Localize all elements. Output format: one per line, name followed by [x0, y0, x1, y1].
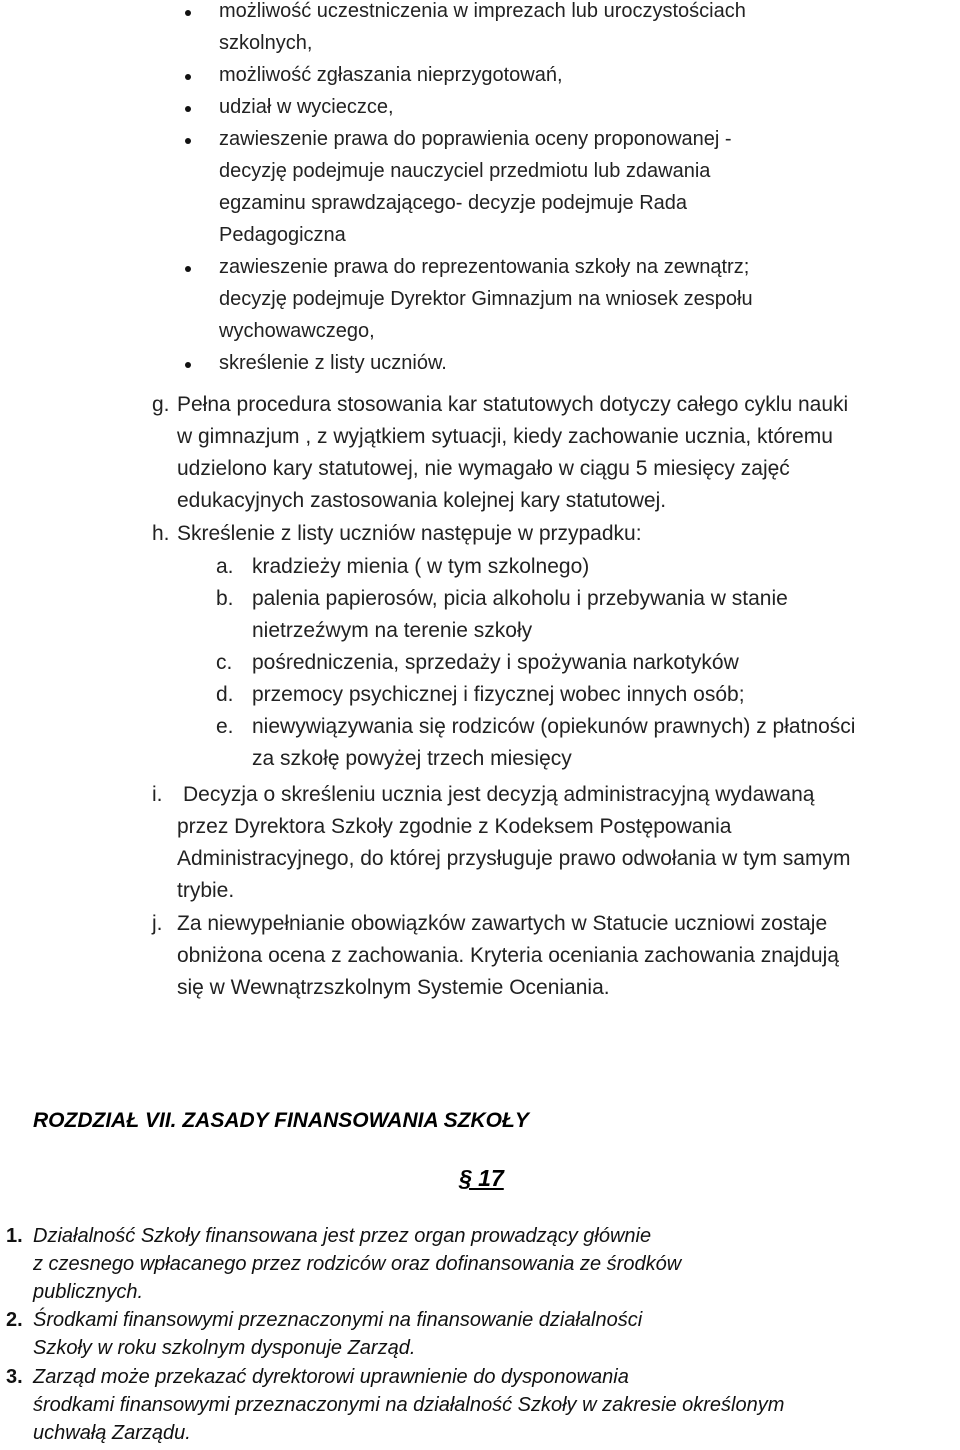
numbered-line: uchwałą Zarządu. — [33, 1422, 191, 1444]
item_h-line: Skreślenie z listy uczniów następuje w przypadku: — [177, 522, 642, 545]
bullet-dot-icon — [185, 10, 191, 16]
numbered-line: środkami finansowymi przeznaczonymi na działalność Szkoły w zakresie określonym — [33, 1394, 785, 1416]
sub-item-marker: a. — [216, 555, 234, 578]
item_j-line: obniżona ocena z zachowania. Kryteria oceniania zachowania znajdują — [177, 944, 839, 967]
sub-item-marker: c. — [216, 651, 233, 674]
numbered-line: publicznych. — [33, 1281, 144, 1303]
sub-item-line: palenia papierosów, picia alkoholu i przebywania w stanie — [252, 587, 788, 610]
numbered-line: Działalność Szkoły finansowana jest przez organ prowadzący głównie — [33, 1225, 652, 1247]
item_h-marker: h. — [152, 522, 170, 545]
item_i-line: Administracyjnego, do której przysługuje prawo odwołania w tym samym — [177, 847, 851, 870]
sub-item-line: kradzieży mienia ( w tym szkolnego) — [252, 555, 590, 578]
sub-item-line: niewywiązywania się rodziców (opiekunów prawnych) z płatności — [252, 715, 856, 738]
item_i-line: przez Dyrektora Szkoły zgodnie z Kodeksem Postępowania — [177, 815, 732, 838]
sub-item-line: za szkołę powyżej trzech miesięcy — [252, 747, 572, 770]
bullet-dot-icon — [185, 362, 191, 368]
numbered-line: Szkoły w roku szkolnym dysponuje Zarząd. — [33, 1337, 416, 1359]
item_i-line: Decyzja o skreśleniu ucznia jest decyzją administracyjną wydawaną — [183, 783, 815, 806]
item_g-marker: g. — [152, 393, 170, 416]
item_j-line: się w Wewnątrzszkolnym Systemie Oceniania. — [177, 976, 610, 999]
sub-item-line: przemocy psychicznej i fizycznej wobec innych osób; — [252, 683, 745, 706]
item_g-line: w gimnazjum , z wyjątkiem sytuacji, kiedy zachowanie ucznia, któremu — [177, 425, 833, 448]
bullet-dot-icon — [185, 266, 191, 272]
bullet-line: wychowawczego, — [219, 320, 375, 342]
sub-item-marker: b. — [216, 587, 234, 610]
item_g-line: edukacyjnych zastosowania kolejnej kary statutowej. — [177, 489, 667, 512]
bullet-line: udział w wycieczce, — [219, 96, 394, 118]
numbered-line: z czesnego wpłacanego przez rodziców oraz dofinansowania ze środków — [33, 1253, 682, 1275]
sub-item-marker: d. — [216, 683, 234, 706]
chapter-heading: ROZDZIAŁ VII. ZASADY FINANSOWANIA SZKOŁY — [33, 1109, 529, 1132]
numbered-line: Zarząd może przekazać dyrektorowi uprawnienie do dysponowania — [33, 1366, 629, 1388]
item_j-marker: j. — [152, 912, 163, 935]
item_i-line: trybie. — [177, 879, 235, 902]
bullet-line: decyzję podejmuje Dyrektor Gimnazjum na wniosek zespołu — [219, 288, 753, 310]
item_g-line: Pełna procedura stosowania kar statutowych dotyczy całego cyklu nauki — [177, 393, 849, 416]
bullet-dot-icon — [185, 74, 191, 80]
bullet-line: skreślenie z listy uczniów. — [219, 352, 447, 374]
bullet-line: możliwość uczestniczenia w imprezach lub uroczystościach — [219, 0, 746, 22]
sub-item-line: pośredniczenia, sprzedaży i spożywania narkotyków — [252, 651, 739, 674]
bullet-line: zawieszenie prawa do poprawienia oceny proponowanej - — [219, 128, 732, 150]
paragraph-mark: § 17 — [459, 1165, 504, 1191]
bullet-dot-icon — [185, 138, 191, 144]
bullet-line: decyzję podejmuje nauczyciel przedmiotu lub zdawania — [219, 160, 711, 182]
sub-item-line: nietrzeźwym na terenie szkoły — [252, 619, 533, 642]
bullet-line: szkolnych, — [219, 32, 313, 54]
bullet-dot-icon — [185, 106, 191, 112]
bullet-line: egzaminu sprawdzającego- decyzje podejmuje Rada — [219, 192, 688, 214]
sub-item-marker: e. — [216, 715, 234, 738]
bullet-line: zawieszenie prawa do reprezentowania szkoły na zewnątrz; — [219, 256, 750, 278]
bullet-line: Pedagogiczna — [219, 224, 346, 246]
numbered-marker: 3. — [6, 1366, 23, 1388]
numbered-marker: 2. — [6, 1309, 23, 1331]
item_g-line: udzielono kary statutowej, nie wymagało w ciągu 5 miesięcy zajęć — [177, 457, 790, 480]
numbered-marker: 1. — [6, 1225, 23, 1247]
bullet-line: możliwość zgłaszania nieprzygotowań, — [219, 64, 563, 86]
numbered-line: Środkami finansowymi przeznaczonymi na finansowanie działalności — [33, 1309, 643, 1331]
item_i-marker: i. — [152, 783, 163, 806]
item_j-line: Za niewypełnianie obowiązków zawartych w Statucie uczniowi zostaje — [177, 912, 828, 935]
